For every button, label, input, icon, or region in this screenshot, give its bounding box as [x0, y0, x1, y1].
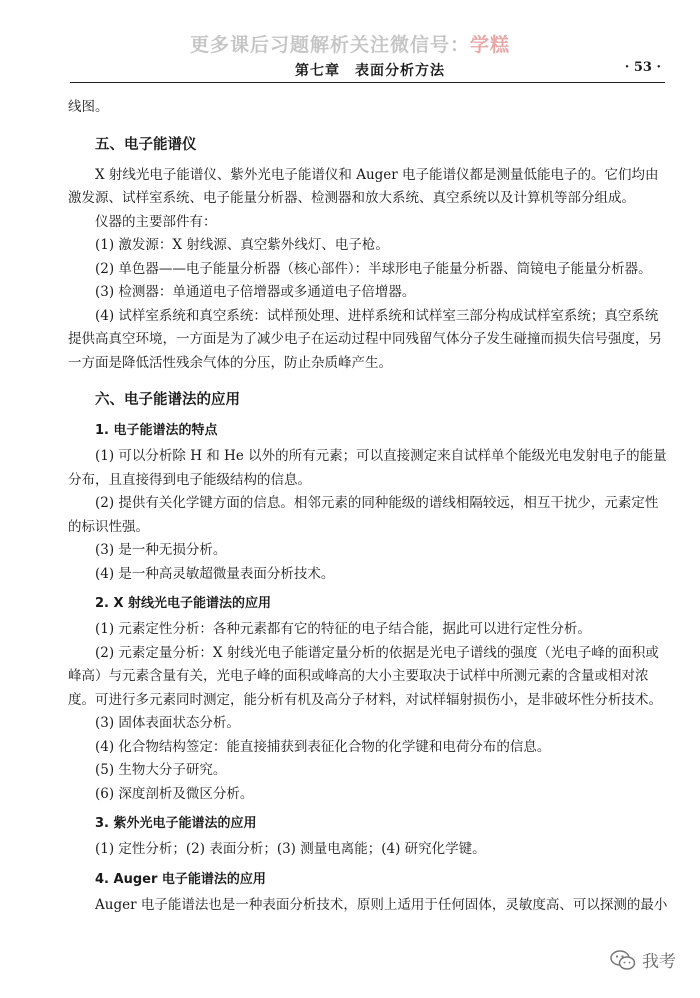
list-item: (3) 是一种无损分析。: [95, 542, 227, 558]
chapter-title: 第七章 表面分析方法: [295, 63, 445, 79]
list-item: (1) 定性分析；(2) 表面分析；(3) 测量电离能；(4) 研究化学键。: [95, 841, 486, 857]
list-item: (1) 可以分析除 H 和 He 以外的所有元素；可以直接测定来自试样单个能级光电发射电子的能量分布，且直接得到电子能级结构的信息。: [68, 448, 667, 488]
logo-text: 我考: [642, 952, 676, 972]
watermark-text: 更多课后习题解析关注微信号：: [189, 34, 470, 56]
wechat-icon: [610, 949, 636, 971]
section-6-title: 六、电子能谱法的应用: [95, 392, 240, 408]
subsection-title: 2. X 射线光电子能谱法的应用: [95, 596, 272, 611]
list-item: (3) 固体表面状态分析。: [95, 715, 240, 731]
page-body: [68, 96, 668, 917]
subsection-title: 3. 紫外光电子能谱法的应用: [95, 816, 257, 831]
list-item: (6) 深度剖析及微区分析。: [95, 785, 254, 802]
subsection-title: 1. 电子能谱法的特点: [95, 423, 218, 438]
subsection-title: 4. Auger 电子能谱法的应用: [95, 871, 266, 887]
watermark-brand: 学糕: [470, 34, 511, 56]
section-5-title: 五、电子能谱仪: [95, 136, 197, 153]
list-item: (3) 检测器：单通道电子倍增器或多通道电子倍增器。: [95, 284, 416, 300]
list-item: (1) 元素定性分析：各种元素都有它的特征的电子结合能，据此可以进行定性分析。: [95, 621, 591, 637]
wechat-logo: [610, 947, 676, 972]
list-item: Auger 电子能谱法也是一种表面分析技术，原则上适用于任何固体，灵敏度高、可以探测的最小: [95, 896, 668, 913]
watermark: [0, 30, 700, 57]
list-item: (4) 是一种高灵敏超微量表面分析技术。: [95, 565, 335, 582]
page-number: · 53 ·: [624, 60, 661, 75]
list-item: (2) 单色器——电子能量分析器（核心部件）：半球形电子能量分析器、筒镜电子能量分析器。: [95, 260, 652, 277]
section-5-paragraph: 仪器的主要部件有：: [95, 213, 217, 230]
list-item: (4) 化合物结构签定：能直接捕获到表征化合物的化学键和电荷分布的信息。: [95, 738, 551, 755]
list-item: (2) 提供有关化学键方面的信息。相邻元素的同种能级的谱线相隔较远，相互干扰少，元素定性的标识性强。: [68, 495, 659, 535]
page-header: [70, 58, 665, 83]
intro-text: 线图。: [68, 99, 109, 115]
list-item: (4) 试样室系统和真空系统：试样预处理、进样系统和试样室三部分构成试样室系统；真空系统提供高真空环境，一方面是为了减少电子在运动过程中同残留气体分子发生碰撞而损失信号强度，另一方面是降低活性残余气体的分压，防止杂质峰产生。: [68, 307, 662, 371]
list-item: (2) 元素定量分析：X 射线光电子能谱定量分析的依据是光电子谱线的强度（光电子峰的面积或峰高）与元素含量有关，光电子峰的面积或峰高的大小主要取决于试样中所测元素的含量或相对浓度。可进行多元素同时测定，能分析有机及高分子材料，对试样辐射损伤小，是非破坏性分析技术。: [68, 644, 662, 708]
list-item: (5) 生物大分子研究。: [95, 762, 227, 778]
list-item: (1) 激发源：X 射线源、真空紫外线灯、电子枪。: [95, 237, 389, 253]
section-5-paragraph: X 射线光电子能谱仪、紫外光电子能谱仪和 Auger 电子能谱仪都是测量低能电子的。它们均由激发源、试样室系统、电子能量分析器、检测器和放大系统、真空系统以及计算机等部分组成。: [68, 166, 659, 206]
